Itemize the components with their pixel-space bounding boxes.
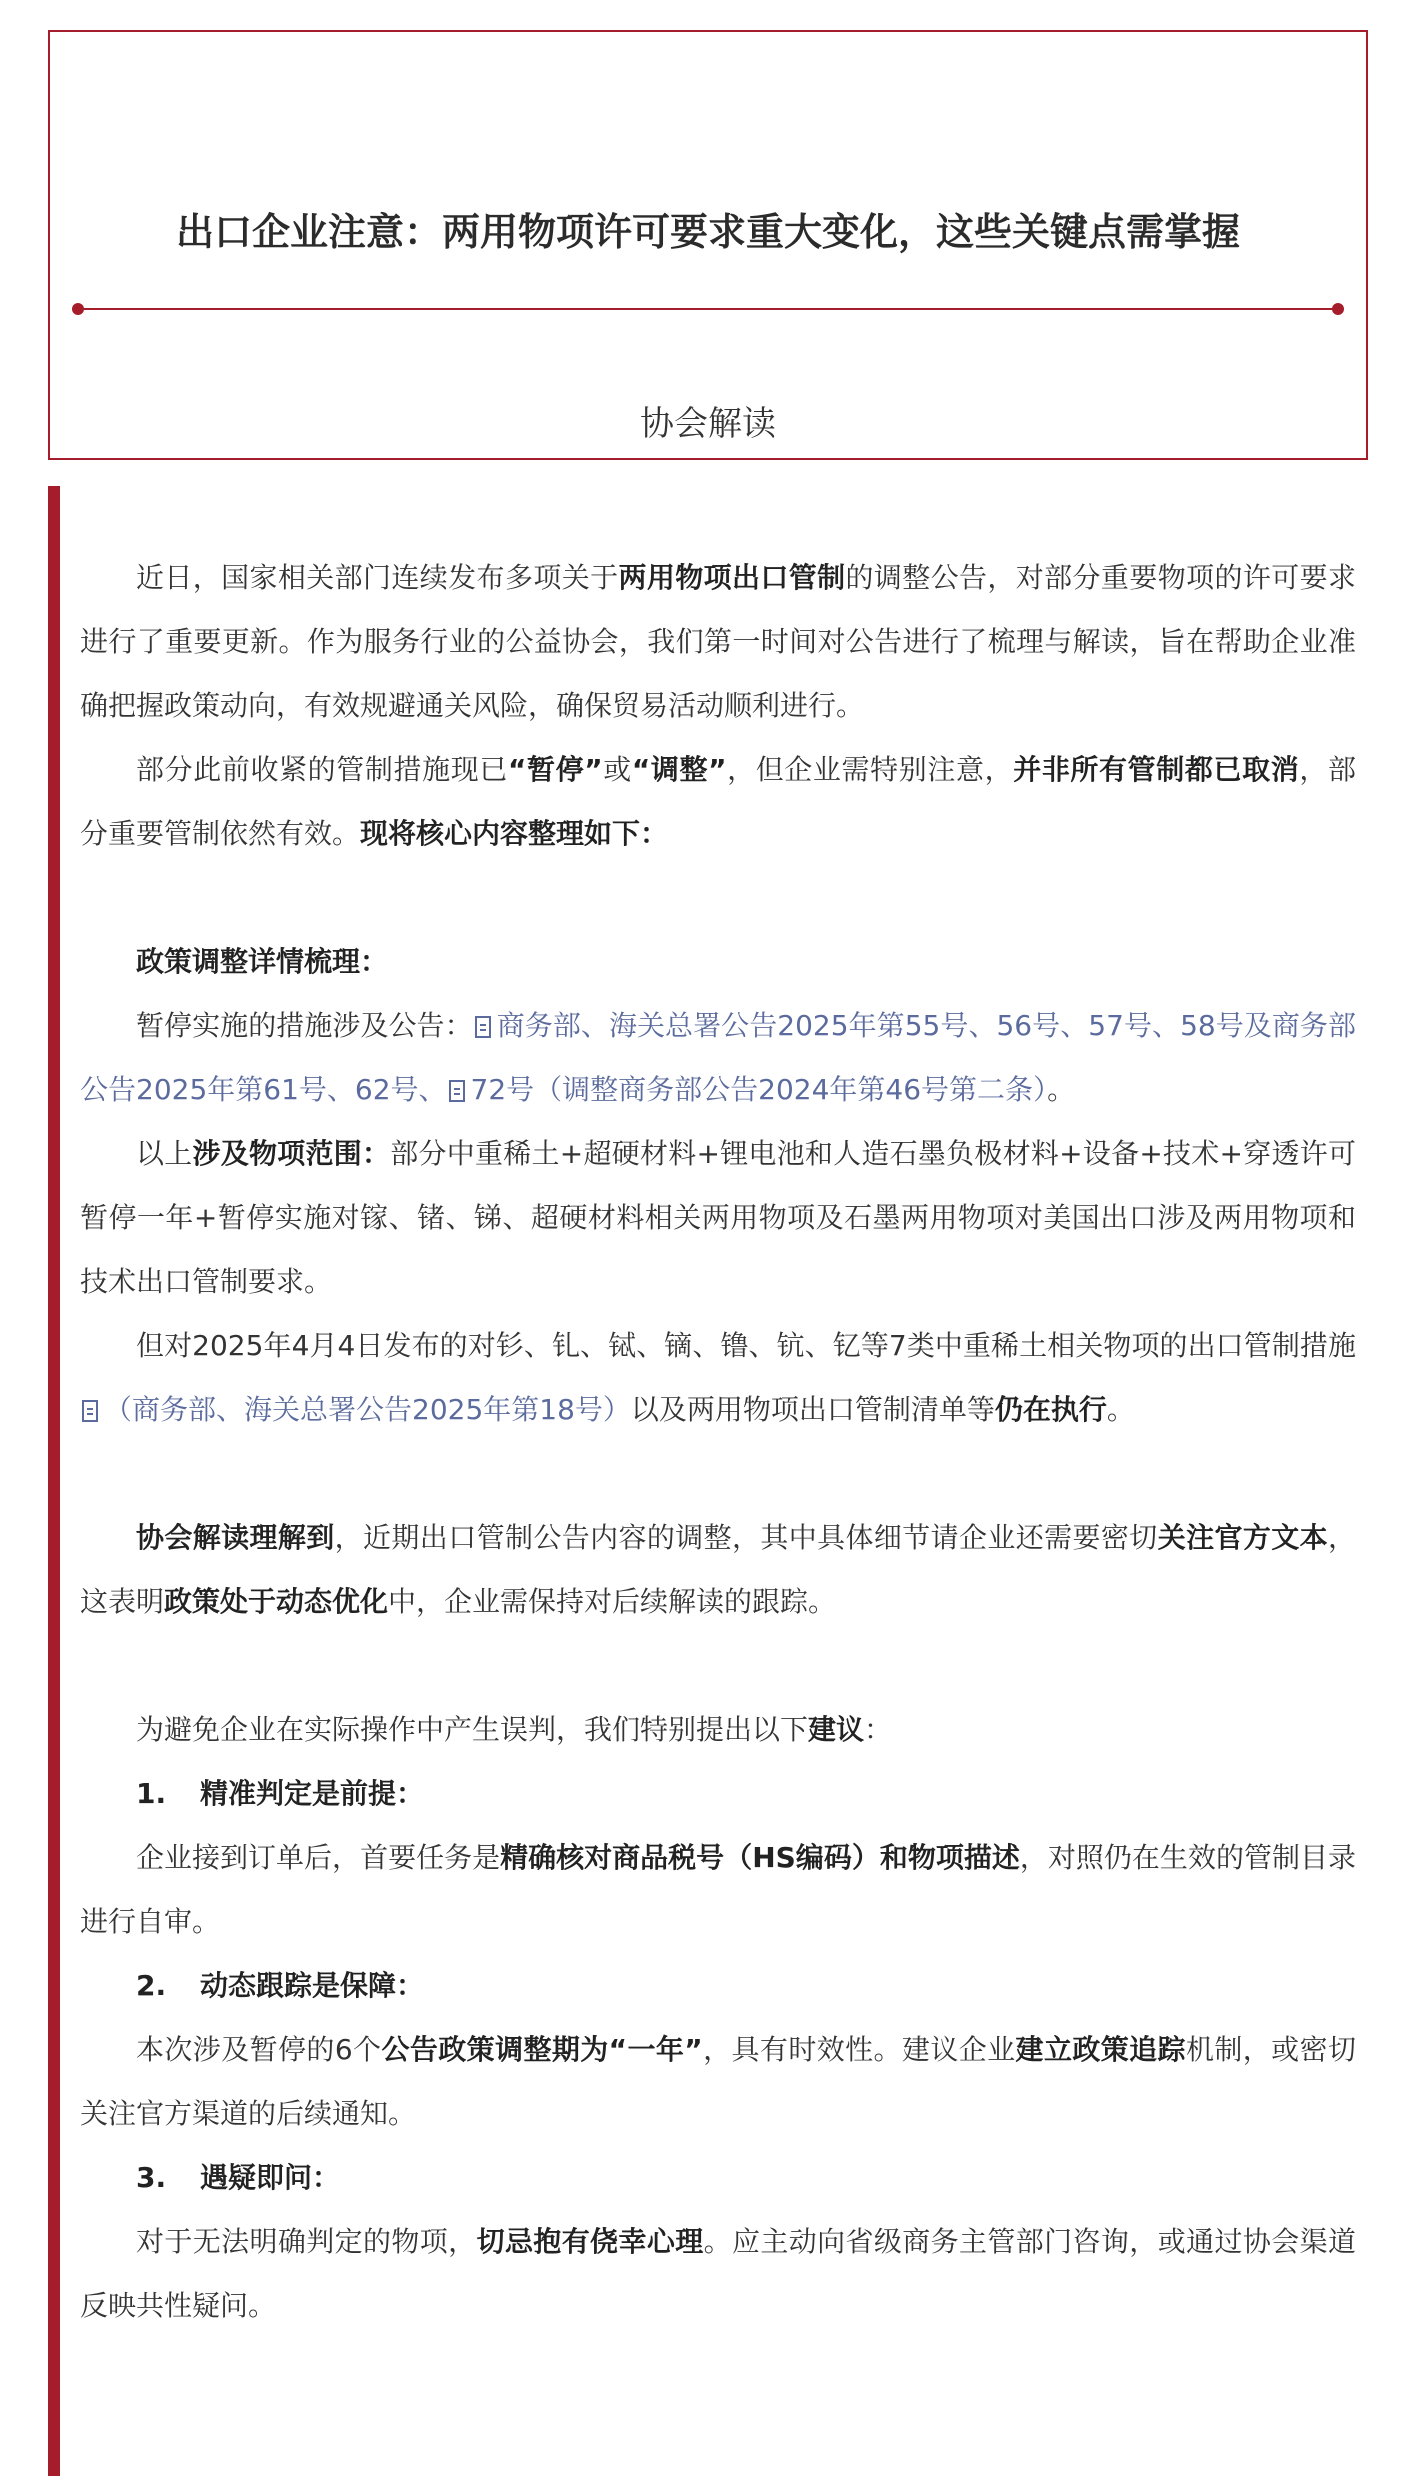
document-link-icon[interactable] bbox=[82, 1400, 98, 1422]
article-body bbox=[48, 486, 1368, 2476]
announcement-link-72[interactable]: 72号（调整商务部公告2024年第46号第二条） bbox=[470, 1073, 1048, 1106]
suggestion-2-body bbox=[80, 2018, 1356, 2146]
section-heading-policy bbox=[80, 930, 1356, 994]
text: ，具有时效性。建议企业 bbox=[702, 2033, 1016, 2066]
section-title: 政策调整详情梳理： bbox=[136, 945, 389, 978]
text: 以及两用物项出口管制清单等 bbox=[630, 1393, 995, 1426]
spacer bbox=[80, 1634, 1356, 1698]
emphasis: 政策处于动态优化 bbox=[164, 1585, 389, 1618]
text: 对于无法明确判定的物项， bbox=[136, 2225, 477, 2258]
suggestion-number: 3. bbox=[136, 2161, 167, 2194]
emphasis: “调整” bbox=[631, 753, 727, 786]
emphasis: 并非所有管制都已取消 bbox=[1013, 753, 1300, 786]
emphasis: 建立政策追踪 bbox=[1015, 2033, 1186, 2066]
suggestion-3-body bbox=[80, 2210, 1356, 2338]
emphasis: 两用物项出口管制 bbox=[618, 561, 846, 594]
header-box bbox=[48, 30, 1368, 460]
document-link-icon[interactable] bbox=[449, 1080, 465, 1102]
spacer bbox=[80, 1442, 1356, 1506]
still-effective-paragraph bbox=[80, 1314, 1356, 1442]
association-interpretation-paragraph bbox=[80, 1506, 1356, 1634]
suspended-measures-paragraph bbox=[80, 994, 1356, 1122]
page-subtitle: 协会解读 bbox=[640, 404, 776, 444]
suggestion-title: 动态跟踪是保障： bbox=[200, 1969, 425, 2002]
announcement-link-18[interactable]: （商务部、海关总署公告2025年第18号） bbox=[104, 1393, 631, 1426]
text: 企业接到订单后，首要任务是 bbox=[136, 1841, 501, 1874]
intro-paragraph bbox=[80, 546, 1356, 738]
suggestion-1-heading bbox=[80, 1762, 1356, 1826]
emphasis: 精确核对商品税号（HS编码）和物项描述 bbox=[500, 1841, 1020, 1874]
text: ，部分重要管制依然有效。 bbox=[80, 753, 1356, 850]
emphasis: 关注官方文本 bbox=[1157, 1521, 1328, 1554]
text: 部分中重稀土+超硬材料+锂电池和人造石墨负极材料+设备+技术+穿透许可暂停一年+暂停实施对镓、锗、锑、超硬材料相关两用物项及石墨两用物项对美国出口涉及两用物项和技术出口管制要求。 bbox=[80, 1137, 1356, 1298]
emphasis: 仍在执行 bbox=[994, 1393, 1107, 1426]
text: 部分此前收紧的管制措施现已 bbox=[136, 753, 508, 786]
document-link-icon[interactable] bbox=[475, 1016, 491, 1038]
text: 但对2025年4月4日发布的对钐、钆、铽、镝、镥、钪、钇等7类中重稀土相关物项的出口管制措施 bbox=[136, 1329, 1356, 1362]
text: 本次涉及暂停的6个 bbox=[136, 2033, 382, 2066]
suggestion-number: 1. bbox=[136, 1777, 167, 1810]
emphasis: “暂停” bbox=[507, 753, 603, 786]
text: 中，企业需保持对后续解读的跟踪。 bbox=[388, 1585, 837, 1618]
spacer bbox=[80, 866, 1356, 930]
divider-dot-right bbox=[1332, 303, 1344, 315]
suggestion-2-heading bbox=[80, 1954, 1356, 2018]
text: 或 bbox=[602, 753, 632, 786]
text: 。 bbox=[1047, 1073, 1076, 1106]
emphasis: 协会解读理解到 bbox=[136, 1521, 335, 1554]
emphasis: 公告政策调整期为“一年” bbox=[381, 2033, 703, 2066]
emphasis: 涉及物项范围： bbox=[192, 1137, 391, 1170]
text: ，对照仍在生效的管制目录进行自审。 bbox=[80, 1841, 1356, 1938]
text: 暂停实施的措施涉及公告： bbox=[136, 1009, 473, 1042]
text: 。应主动向省级商务主管部门咨询，或通过协会渠道反映共性疑问。 bbox=[80, 2225, 1356, 2322]
page-title: 出口企业注意：两用物项许可要求重大变化，这些关键点需掌握 bbox=[175, 210, 1240, 254]
text: 为避免企业在实际操作中产生误判，我们特别提出以下 bbox=[136, 1713, 809, 1746]
suggestions-intro bbox=[80, 1698, 1356, 1762]
text: ，这表明 bbox=[80, 1521, 1356, 1618]
text: 。 bbox=[1106, 1393, 1135, 1426]
suggestion-number: 2. bbox=[136, 1969, 167, 2002]
suggestion-3-heading bbox=[80, 2146, 1356, 2210]
scope-paragraph bbox=[80, 1122, 1356, 1314]
emphasis: 建议 bbox=[808, 1713, 865, 1746]
divider-dot-left bbox=[72, 303, 84, 315]
suggestion-1-body bbox=[80, 1826, 1356, 1954]
text: 机制，或密切关注官方渠道的后续通知。 bbox=[80, 2033, 1356, 2130]
emphasis: 现将核心内容整理如下： bbox=[360, 817, 669, 850]
text: 以上 bbox=[136, 1137, 193, 1170]
announcement-link-55-62[interactable]: 商务部、海关总署公告2025年第55号、56号、57号、58号及商务部公告2025年第61号、62号、 bbox=[80, 1009, 1356, 1106]
suggestion-title: 遇疑即问： bbox=[200, 2161, 341, 2194]
emphasis: 切忌抱有侥幸心理 bbox=[476, 2225, 704, 2258]
text: 的调整公告，对部分重要物项的许可要求进行了重要更新。作为服务行业的公益协会，我们第一时间对公告进行了梳理与解读，旨在帮助企业准确把握政策动向，有效规避通关风险，确保贸易活动顺利进行。 bbox=[80, 561, 1356, 722]
suggestion-title: 精准判定是前提： bbox=[200, 1777, 425, 1810]
text: ，但企业需特别注意， bbox=[726, 753, 1014, 786]
text: ，近期出口管制公告内容的调整，其中具体细节请企业还需要密切 bbox=[334, 1521, 1158, 1554]
text: 近日，国家相关部门连续发布多项关于 bbox=[136, 561, 619, 594]
notice-paragraph bbox=[80, 738, 1356, 866]
text: ： bbox=[864, 1713, 893, 1746]
title-divider bbox=[78, 308, 1338, 310]
